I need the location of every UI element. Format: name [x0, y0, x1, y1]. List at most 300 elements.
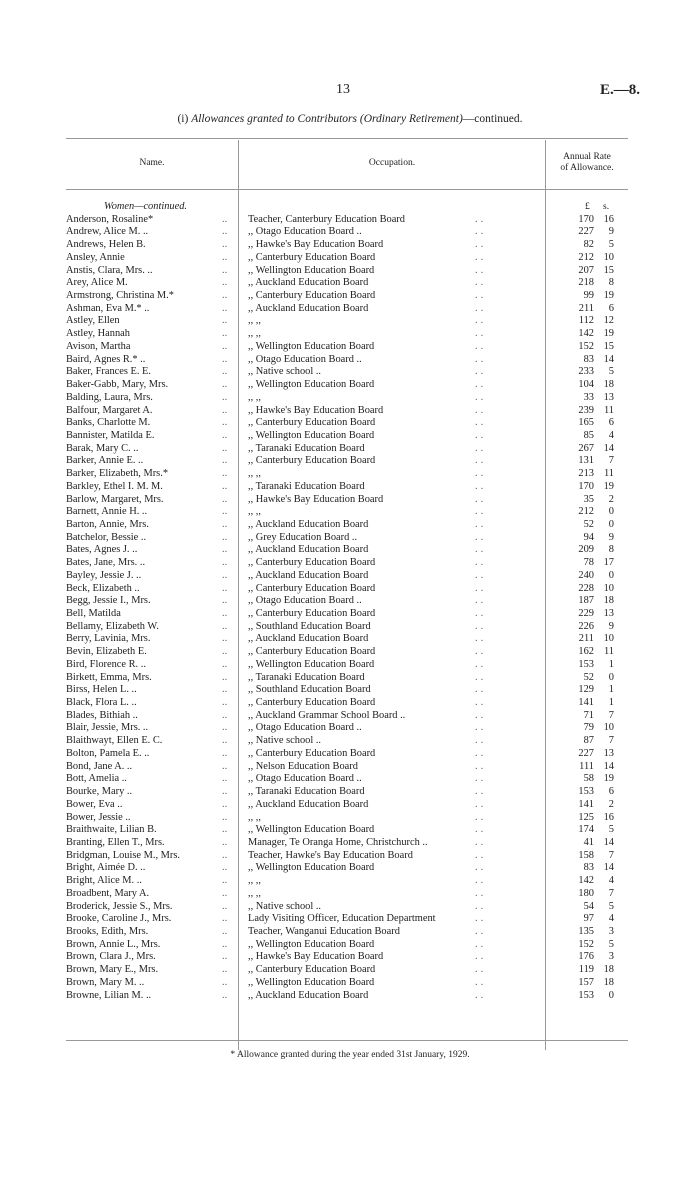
- dot-leader: ..: [222, 239, 228, 251]
- name-cell: Andrews, Helen B.: [66, 239, 146, 251]
- table-row: [66, 977, 626, 990]
- dot-leader: ..: [475, 340, 487, 352]
- table-row: [66, 939, 626, 952]
- dot-leader: ..: [222, 849, 228, 861]
- pounds-cell: 52: [583, 518, 594, 530]
- dot-leader: ..: [475, 697, 487, 709]
- dot-leader: ..: [222, 315, 228, 327]
- table-row: [66, 303, 626, 316]
- dot-leader: ..: [222, 353, 228, 365]
- occupation-cell: ,, ,,: [248, 875, 261, 887]
- shillings-cell: 13: [603, 391, 614, 403]
- name-cell: Brown, Annie L., Mrs.: [66, 938, 161, 950]
- dot-leader: ..: [222, 887, 228, 899]
- occupation-cell: ,, Wellington Education Board: [248, 658, 375, 670]
- table-row: [66, 799, 626, 812]
- dot-leader: ..: [475, 925, 487, 937]
- table-row: [66, 697, 626, 710]
- occupation-cell: ,, Auckland Education Board: [248, 569, 369, 581]
- occupation-cell: ,, Wellington Education Board: [248, 340, 375, 352]
- shillings-cell: 7: [608, 455, 614, 467]
- occupation-cell: ,, Taranaki Education Board: [248, 671, 365, 683]
- occupation-cell: ,, Auckland Education Board: [248, 633, 369, 645]
- dot-leader: ..: [475, 633, 487, 645]
- name-cell: Bayley, Jessie J. ..: [66, 569, 142, 581]
- shillings-cell: 14: [603, 353, 614, 365]
- name-cell: Bates, Jane, Mrs. ..: [66, 557, 146, 569]
- shillings-cell: 0: [608, 671, 614, 683]
- occupation-cell: ,, Wellington Education Board: [248, 429, 375, 441]
- dot-leader: ..: [475, 531, 487, 543]
- pounds-cell: 267: [578, 442, 594, 454]
- occupation-cell: ,, Auckland Education Board: [248, 544, 369, 556]
- dot-leader: ..: [475, 315, 487, 327]
- dot-leader: ..: [222, 429, 228, 441]
- dot-leader: ..: [475, 290, 487, 302]
- occupation-cell: ,, ,,: [248, 328, 261, 340]
- shillings-cell: 5: [608, 824, 614, 836]
- table-row: [66, 786, 626, 799]
- name-cell: Balfour, Margaret A.: [66, 404, 153, 416]
- dot-leader: ..: [475, 506, 487, 518]
- shillings-cell: 4: [608, 429, 614, 441]
- shillings-cell: 19: [603, 480, 614, 492]
- shillings-cell: 19: [603, 773, 614, 785]
- name-cell: Batchelor, Bessie ..: [66, 531, 147, 543]
- table-row: [66, 913, 626, 926]
- table-row: [66, 748, 626, 761]
- dot-leader: ..: [475, 417, 487, 429]
- pounds-cell: 58: [583, 773, 594, 785]
- dot-leader: ..: [222, 862, 228, 874]
- shillings-cell: 8: [608, 277, 614, 289]
- table-row: [66, 417, 626, 430]
- header-top-rule: [66, 138, 628, 139]
- header-rate: [546, 152, 628, 174]
- pounds-cell: 135: [578, 925, 594, 937]
- pounds-cell: 209: [578, 544, 594, 556]
- name-cell: Broderick, Jessie S., Mrs.: [66, 900, 173, 912]
- pounds-cell: 174: [578, 824, 594, 836]
- shillings-cell: 14: [603, 760, 614, 772]
- dot-leader: ..: [475, 582, 487, 594]
- dot-leader: ..: [222, 633, 228, 645]
- dot-leader: ..: [475, 684, 487, 696]
- dot-leader: ..: [475, 798, 487, 810]
- unit-pounds: £: [585, 202, 590, 212]
- table-row: [66, 888, 626, 901]
- shillings-cell: 7: [608, 709, 614, 721]
- table-row: [66, 901, 626, 914]
- occupation-cell: ,, Canterbury Education Board: [248, 747, 376, 759]
- table-row: [66, 532, 626, 545]
- dot-leader: ..: [222, 925, 228, 937]
- name-cell: Browne, Lilian M. ..: [66, 989, 152, 1001]
- dot-leader: ..: [222, 264, 228, 276]
- name-cell: Baker-Gabb, Mary, Mrs.: [66, 379, 169, 391]
- dot-leader: ..: [475, 951, 487, 963]
- name-cell: Ansley, Annie: [66, 251, 125, 263]
- dot-leader: ..: [222, 226, 228, 238]
- occupation-cell: ,, Otago Education Board ..: [248, 353, 362, 365]
- pounds-cell: 158: [578, 849, 594, 861]
- pounds-cell: 119: [578, 964, 594, 976]
- pounds-cell: 33: [583, 391, 594, 403]
- name-cell: Barak, Mary C. ..: [66, 442, 139, 454]
- dot-leader: ..: [222, 480, 228, 492]
- dot-leader: ..: [475, 608, 487, 619]
- name-cell: Bird, Florence R. ..: [66, 658, 146, 670]
- name-cell: Banks, Charlotte M.: [66, 417, 151, 429]
- table-row: [66, 672, 626, 685]
- table-row: [66, 544, 626, 557]
- table-row: [66, 265, 626, 278]
- table-row: [66, 354, 626, 367]
- dot-leader: ..: [475, 913, 487, 925]
- dot-leader: ..: [475, 239, 487, 251]
- occupation-cell: ,, Native school ..: [248, 900, 322, 912]
- header-rate-line1: Annual Rate: [563, 152, 611, 162]
- occupation-cell: ,, Nelson Education Board: [248, 760, 358, 772]
- pounds-cell: 218: [578, 277, 594, 289]
- section-label: Women—continued.: [104, 201, 188, 212]
- table-title-prefix: (i): [177, 113, 189, 125]
- pounds-cell: 227: [578, 226, 594, 238]
- dot-leader: ..: [475, 277, 487, 289]
- dot-leader: ..: [475, 875, 487, 887]
- table-row: [66, 595, 626, 608]
- dot-leader: ..: [475, 353, 487, 365]
- name-cell: Brooke, Caroline J., Mrs.: [66, 913, 172, 925]
- shillings-cell: 15: [603, 264, 614, 276]
- occupation-cell: ,, ,,: [248, 887, 261, 899]
- dot-leader: ..: [222, 379, 228, 391]
- pounds-cell: 131: [578, 455, 594, 467]
- occupation-cell: ,, Otago Education Board ..: [248, 595, 362, 607]
- pounds-cell: 229: [578, 608, 594, 619]
- table-row: [66, 506, 626, 519]
- dot-leader: ..: [475, 658, 487, 670]
- pounds-cell: 240: [578, 569, 594, 581]
- occupation-cell: ,, Taranaki Education Board: [248, 442, 365, 454]
- name-cell: Bevin, Elizabeth E.: [66, 646, 147, 658]
- shillings-cell: 10: [603, 722, 614, 734]
- dot-leader: ..: [222, 251, 228, 263]
- dot-leader: ..: [475, 887, 487, 899]
- document-code: E.—8.: [599, 82, 640, 98]
- pounds-cell: 211: [578, 302, 594, 314]
- dot-leader: ..: [475, 976, 487, 988]
- dot-leader: ..: [475, 989, 487, 1001]
- occupation-cell: ,, Wellington Education Board: [248, 938, 375, 950]
- dot-leader: ..: [222, 557, 228, 569]
- pounds-cell: 99: [583, 290, 594, 302]
- dot-leader: ..: [475, 518, 487, 530]
- name-cell: Barton, Annie, Mrs.: [66, 518, 149, 530]
- name-cell: Andrew, Alice M. ..: [66, 226, 149, 238]
- table-row: [66, 328, 626, 341]
- table-row: [66, 341, 626, 354]
- table-row: [66, 862, 626, 875]
- table-row: [66, 239, 626, 252]
- table-row: [66, 315, 626, 328]
- shillings-cell: 7: [608, 849, 614, 861]
- table-row: [66, 481, 626, 494]
- table-row: [66, 214, 626, 227]
- shillings-cell: 0: [608, 569, 614, 581]
- pounds-cell: 153: [578, 658, 594, 670]
- table-row: [66, 646, 626, 659]
- pounds-cell: 176: [578, 951, 594, 963]
- dot-leader: ..: [475, 366, 487, 378]
- name-cell: Broadbent, Mary A.: [66, 887, 150, 899]
- dot-leader: ..: [475, 722, 487, 734]
- shillings-cell: 11: [603, 404, 614, 416]
- occupation-cell: ,, ,,: [248, 315, 261, 327]
- occupation-cell: ,, Wellington Education Board: [248, 264, 375, 276]
- occupation-cell: ,, Southland Education Board: [248, 620, 371, 632]
- table-row: [66, 443, 626, 456]
- occupation-cell: ,, Auckland Education Board: [248, 277, 369, 289]
- name-cell: Bott, Amelia ..: [66, 773, 127, 785]
- pounds-cell: 212: [578, 506, 594, 518]
- dot-leader: ..: [222, 811, 228, 823]
- pounds-cell: 83: [583, 353, 594, 365]
- dot-leader: ..: [222, 658, 228, 670]
- table-row: [66, 926, 626, 939]
- dot-leader: ..: [475, 442, 487, 454]
- occupation-cell: ,, ,,: [248, 506, 261, 518]
- name-cell: Ashman, Eva M.* ..: [66, 302, 150, 314]
- dot-leader: ..: [222, 290, 228, 302]
- dot-leader: ..: [222, 875, 228, 887]
- dot-leader: ..: [222, 595, 228, 607]
- row-list: [66, 214, 626, 1003]
- occupation-cell: ,, Hawke's Bay Education Board: [248, 493, 384, 505]
- dot-leader: ..: [222, 760, 228, 772]
- dot-leader: ..: [222, 442, 228, 454]
- dot-leader: ..: [222, 646, 228, 658]
- dot-leader: ..: [475, 620, 487, 632]
- pounds-cell: 211: [578, 633, 594, 645]
- name-cell: Berry, Lavinia, Mrs.: [66, 633, 151, 645]
- header-bottom-rule: [66, 189, 628, 190]
- occupation-cell: ,, Native school ..: [248, 366, 322, 378]
- name-cell: Balding, Laura, Mrs.: [66, 391, 153, 403]
- table-row: [66, 290, 626, 303]
- dot-leader: ..: [222, 913, 228, 925]
- dot-leader: ..: [475, 404, 487, 416]
- name-cell: Bower, Jessie ..: [66, 811, 131, 823]
- table-row: [66, 875, 626, 888]
- dot-leader: ..: [475, 671, 487, 683]
- shillings-cell: 7: [608, 887, 614, 899]
- dot-leader: ..: [222, 277, 228, 289]
- dot-leader: ..: [475, 557, 487, 569]
- pounds-cell: 228: [578, 582, 594, 594]
- dot-leader: ..: [475, 786, 487, 798]
- dot-leader: ..: [475, 251, 487, 263]
- name-cell: Barker, Annie E. ..: [66, 455, 144, 467]
- name-cell: Barlow, Margaret, Mrs.: [66, 493, 164, 505]
- pounds-cell: 142: [578, 328, 594, 340]
- dot-leader: ..: [475, 938, 487, 950]
- shillings-cell: 9: [608, 620, 614, 632]
- pounds-cell: 170: [578, 213, 594, 225]
- dot-leader: ..: [222, 404, 228, 416]
- shillings-cell: 0: [608, 989, 614, 1001]
- table-row: [66, 735, 626, 748]
- pounds-cell: 207: [578, 264, 594, 276]
- table-row: [66, 684, 626, 697]
- name-cell: Bolton, Pamela E. ..: [66, 747, 150, 759]
- name-cell: Baird, Agnes R.* ..: [66, 353, 146, 365]
- occupation-cell: Lady Visiting Officer, Education Department: [248, 913, 436, 925]
- occupation-cell: ,, Canterbury Education Board: [248, 646, 376, 658]
- shillings-cell: 11: [603, 468, 614, 480]
- table-row: [66, 990, 626, 1003]
- dot-leader: ..: [475, 379, 487, 391]
- shillings-cell: 1: [608, 684, 614, 696]
- occupation-cell: ,, Auckland Education Board: [248, 518, 369, 530]
- pounds-cell: 165: [578, 417, 594, 429]
- pounds-cell: 112: [578, 315, 594, 327]
- pounds-cell: 233: [578, 366, 594, 378]
- shillings-cell: 9: [608, 226, 614, 238]
- pounds-cell: 104: [578, 379, 594, 391]
- occupation-cell: Manager, Te Oranga Home, Christchurch ..: [248, 836, 428, 848]
- occupation-cell: ,, Native school ..: [248, 735, 322, 747]
- dot-leader: ..: [222, 213, 228, 225]
- pounds-cell: 129: [578, 684, 594, 696]
- dot-leader: ..: [475, 709, 487, 721]
- dot-leader: ..: [475, 760, 487, 772]
- dot-leader: ..: [222, 340, 228, 352]
- occupation-cell: ,, Canterbury Education Board: [248, 417, 376, 429]
- dot-leader: ..: [475, 849, 487, 861]
- name-cell: Avison, Martha: [66, 340, 131, 352]
- occupation-cell: ,, Otago Education Board ..: [248, 773, 362, 785]
- occupation-cell: ,, ,,: [248, 811, 261, 823]
- pounds-cell: 157: [578, 976, 594, 988]
- dot-leader: ..: [222, 824, 228, 836]
- pounds-cell: 142: [578, 875, 594, 887]
- table-row: [66, 850, 626, 863]
- occupation-cell: ,, Auckland Education Board: [248, 798, 369, 810]
- table-row: [66, 468, 626, 481]
- dot-leader: ..: [475, 569, 487, 581]
- dot-leader: ..: [222, 582, 228, 594]
- shillings-cell: 2: [608, 798, 614, 810]
- table-row: [66, 583, 626, 596]
- pounds-cell: 78: [583, 557, 594, 569]
- dot-leader: ..: [222, 951, 228, 963]
- name-cell: Blaithwayt, Ellen E. C.: [66, 735, 163, 747]
- pounds-cell: 125: [578, 811, 594, 823]
- name-cell: Bourke, Mary ..: [66, 786, 133, 798]
- shillings-cell: 10: [603, 633, 614, 645]
- occupation-cell: ,, Wellington Education Board: [248, 824, 375, 836]
- shillings-cell: 9: [608, 531, 614, 543]
- dot-leader: ..: [222, 989, 228, 1001]
- table-row: [66, 430, 626, 443]
- pounds-cell: 71: [583, 709, 594, 721]
- pounds-cell: 41: [583, 836, 594, 848]
- dot-leader: ..: [222, 391, 228, 403]
- pounds-cell: 162: [578, 646, 594, 658]
- table-row: [66, 405, 626, 418]
- dot-leader: ..: [475, 328, 487, 340]
- occupation-cell: ,, Canterbury Education Board: [248, 582, 376, 594]
- shillings-cell: 3: [608, 925, 614, 937]
- pounds-cell: 85: [583, 429, 594, 441]
- shillings-cell: 19: [603, 290, 614, 302]
- shillings-cell: 15: [603, 340, 614, 352]
- table-row: [66, 964, 626, 977]
- shillings-cell: 18: [603, 595, 614, 607]
- occupation-cell: ,, ,,: [248, 391, 261, 403]
- table-row: [66, 621, 626, 634]
- dot-leader: ..: [222, 493, 228, 505]
- name-cell: Black, Flora L. ..: [66, 697, 137, 709]
- shillings-cell: 14: [603, 862, 614, 874]
- table-row: [66, 366, 626, 379]
- name-cell: Astley, Ellen: [66, 315, 120, 327]
- name-cell: Baker, Frances E. E.: [66, 366, 151, 378]
- shillings-cell: 16: [603, 811, 614, 823]
- dot-leader: ..: [475, 468, 487, 480]
- pounds-cell: 35: [583, 493, 594, 505]
- dot-leader: ..: [222, 938, 228, 950]
- dot-leader: ..: [222, 569, 228, 581]
- pounds-cell: 141: [578, 697, 594, 709]
- occupation-cell: ,, Canterbury Education Board: [248, 251, 376, 263]
- name-cell: Bellamy, Elizabeth W.: [66, 620, 159, 632]
- shillings-cell: 10: [603, 582, 614, 594]
- occupation-cell: ,, Auckland Grammar School Board ..: [248, 709, 406, 721]
- dot-leader: ..: [222, 531, 228, 543]
- table-bottom-rule: [66, 1040, 628, 1041]
- table-row: [66, 557, 626, 570]
- shillings-cell: 8: [608, 544, 614, 556]
- pounds-cell: 141: [578, 798, 594, 810]
- name-cell: Arey, Alice M.: [66, 277, 128, 289]
- pounds-cell: 227: [578, 747, 594, 759]
- header-occupation: Occupation.: [368, 158, 416, 168]
- name-cell: Astley, Hannah: [66, 328, 130, 340]
- occupation-cell: Teacher, Canterbury Education Board: [248, 213, 405, 225]
- pounds-cell: 87: [583, 735, 594, 747]
- pounds-cell: 97: [583, 913, 594, 925]
- dot-leader: ..: [222, 417, 228, 429]
- occupation-cell: ,, Auckland Education Board: [248, 302, 369, 314]
- dot-leader: ..: [475, 264, 487, 276]
- dot-leader: ..: [475, 862, 487, 874]
- shillings-cell: 6: [608, 786, 614, 798]
- shillings-cell: 14: [603, 442, 614, 454]
- table-title: [0, 113, 700, 125]
- dot-leader: ..: [222, 455, 228, 467]
- occupation-cell: ,, Wellington Education Board: [248, 976, 375, 988]
- pounds-cell: 170: [578, 480, 594, 492]
- pounds-cell: 153: [578, 786, 594, 798]
- shillings-cell: 18: [603, 379, 614, 391]
- table-row: [66, 226, 626, 239]
- name-cell: Brooks, Edith, Mrs.: [66, 925, 149, 937]
- occupation-cell: ,, Grey Education Board ..: [248, 531, 358, 543]
- dot-leader: ..: [222, 518, 228, 530]
- footnote: * Allowance granted during the year ended 31st January, 1929.: [230, 1050, 470, 1060]
